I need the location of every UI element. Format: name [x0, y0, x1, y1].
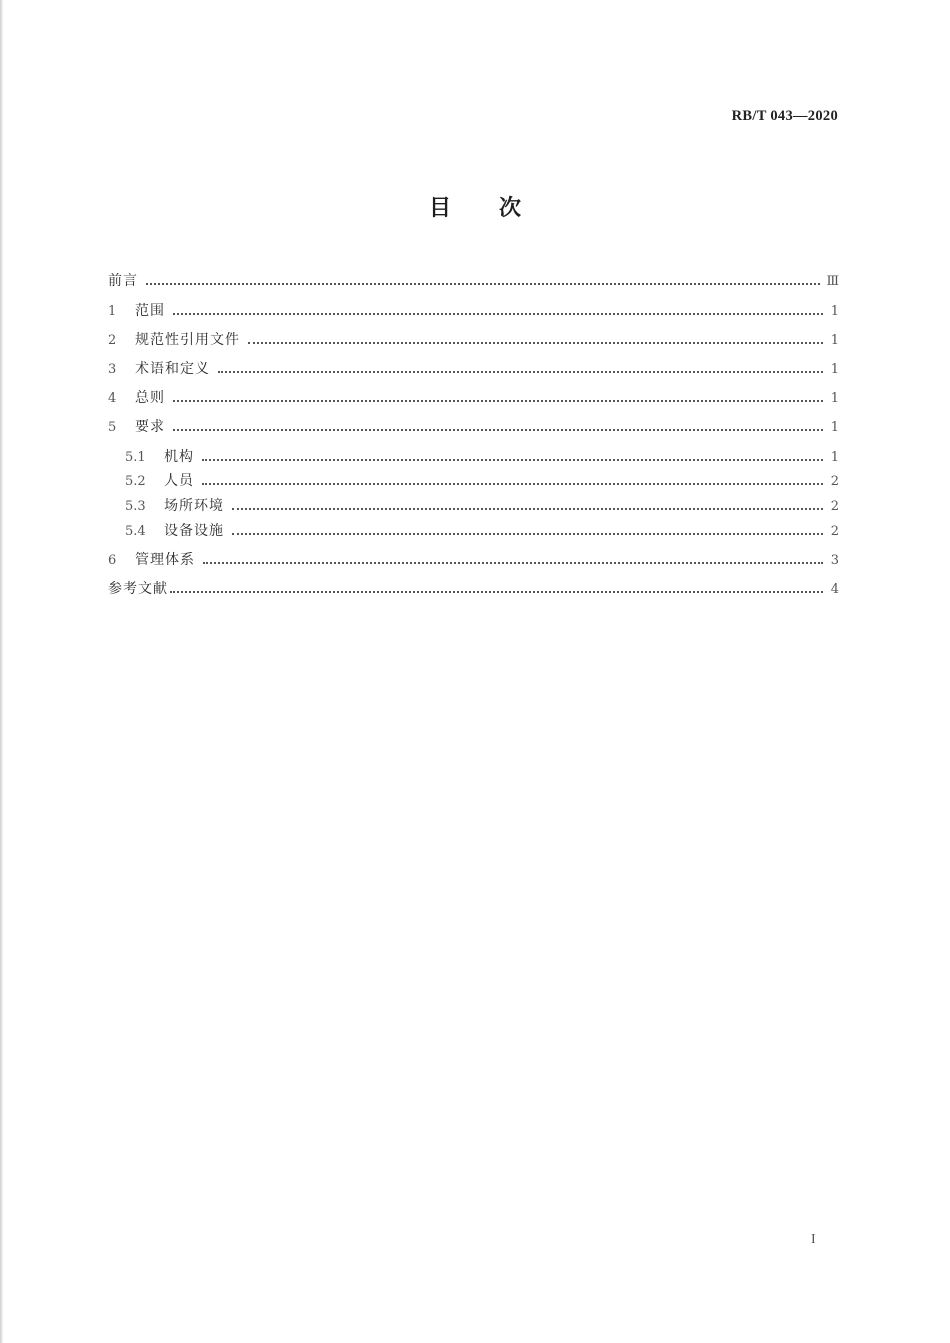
toc-entry-5[interactable] — [108, 417, 839, 437]
toc-entry-number: 5.1 — [125, 450, 146, 465]
toc-entry-number: 5.3 — [125, 499, 146, 514]
toc-leader-dots — [248, 341, 823, 344]
toc-entry-page: 1 — [830, 450, 839, 465]
toc-entry-5-1[interactable] — [125, 447, 839, 467]
toc-entry-label: 人员 — [164, 473, 194, 489]
toc-entry-number: 5 — [108, 420, 117, 435]
toc-entry-bibliography[interactable] — [108, 579, 839, 599]
toc-leader-dots — [232, 532, 823, 535]
toc-entry-label: 机构 — [164, 449, 194, 465]
toc-entry-page: 1 — [830, 304, 839, 319]
toc-entry-label: 参考文献 — [108, 581, 168, 597]
toc-entry-label: 场所环境 — [164, 498, 224, 514]
toc-leader-dots — [173, 399, 823, 402]
toc-entry-page: Ⅲ — [826, 274, 839, 289]
toc-entry-label: 管理体系 — [135, 552, 195, 568]
toc-entry-5-4[interactable] — [125, 521, 839, 541]
toc-entry-label: 术语和定义 — [135, 361, 210, 377]
toc-entry-label: 要求 — [135, 419, 165, 435]
toc-leader-dots — [202, 458, 823, 461]
toc-entry-page: 1 — [830, 391, 839, 406]
toc-entry-label: 范围 — [135, 303, 165, 319]
toc-entry-1[interactable] — [108, 301, 839, 321]
toc-entry-page: 2 — [830, 524, 839, 539]
toc-entry-4[interactable] — [108, 388, 839, 408]
toc-entry-label: 总则 — [135, 390, 165, 406]
toc-entry-page: 1 — [830, 362, 839, 377]
toc-leader-dots — [202, 482, 823, 485]
toc-entry-number: 2 — [108, 333, 117, 348]
toc-entry-3[interactable] — [108, 359, 839, 379]
toc-leader-dots — [232, 507, 823, 510]
toc-entry-number: 6 — [108, 553, 117, 568]
toc-entry-foreword[interactable] — [108, 271, 839, 291]
toc-entry-number: 1 — [108, 304, 117, 319]
toc-leader-dots — [146, 282, 820, 285]
toc-entry-5-2[interactable] — [125, 471, 839, 491]
standard-number: 043—2020 — [770, 108, 838, 124]
toc-entry-number: 5.2 — [125, 474, 146, 489]
toc-entry-6[interactable] — [108, 550, 839, 570]
toc-leader-dots — [173, 428, 823, 431]
page-number: I — [811, 1232, 816, 1247]
toc-entry-page: 2 — [830, 474, 839, 489]
toc-leader-dots — [170, 590, 823, 593]
toc-entry-label: 规范性引用文件 — [135, 332, 240, 348]
standard-prefix: RB/T — [731, 108, 767, 124]
toc-entry-label: 设备设施 — [164, 523, 224, 539]
toc-entry-page: 3 — [830, 553, 839, 568]
standard-code — [732, 108, 838, 125]
toc-entry-page: 2 — [830, 499, 839, 514]
toc-entry-5-3[interactable] — [125, 496, 839, 516]
toc-leader-dots — [203, 561, 823, 564]
toc-entry-page: 1 — [830, 333, 839, 348]
toc-entry-number: 5.4 — [125, 524, 146, 539]
toc-entry-number: 3 — [108, 362, 117, 377]
toc-entry-page: 1 — [830, 420, 839, 435]
toc-entry-number: 4 — [108, 391, 117, 406]
toc-leader-dots — [173, 312, 823, 315]
toc-leader-dots — [218, 370, 823, 373]
toc-entry-page: 4 — [830, 582, 839, 597]
toc-title: 目次 — [428, 196, 569, 221]
toc-entry-label: 前言 — [108, 273, 138, 289]
toc-entry-2[interactable] — [108, 330, 839, 350]
